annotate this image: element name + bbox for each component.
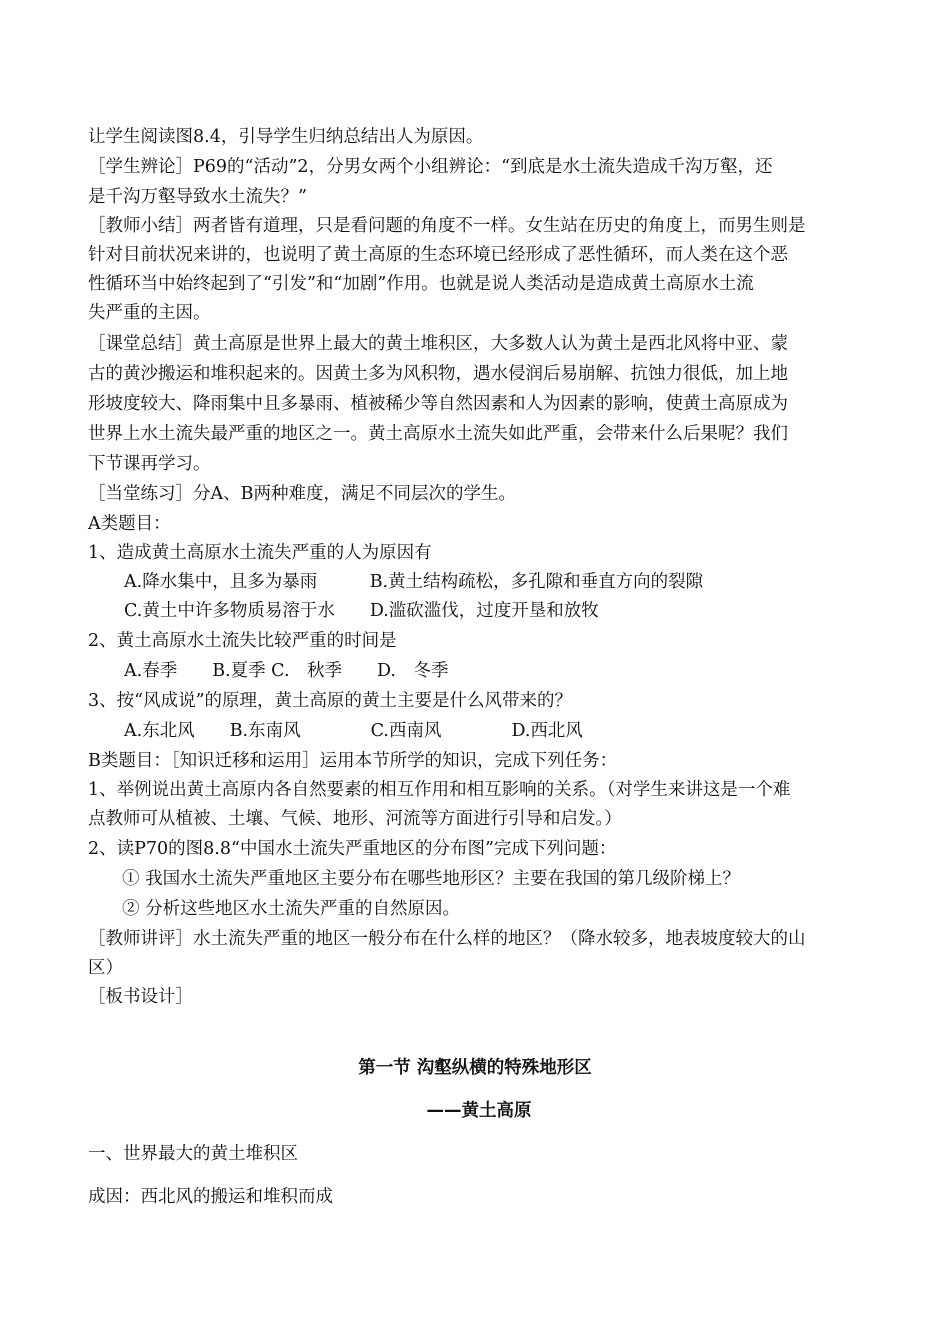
board-title: 第一节 沟壑纵横的特殊地形区 <box>358 1058 592 1078</box>
sub-question-line: ① 我国水土流失严重地区主要分布在哪些地形区？主要在我国的第几级阶梯上？ <box>122 869 741 889</box>
text-line: 世界上水土流失最严重的地区之一。黄土高原水土流失如此严重，会带来什么后果呢？我们 <box>88 424 788 444</box>
text-line: 区） <box>88 958 123 978</box>
question-line: 1、举例说出黄土高原内各自然要素的相互作用和相互影响的关系。（对学生来讲这是一个难 <box>88 780 791 800</box>
question-line: 1、造成黄土高原水土流失严重的人为原因有 <box>88 543 432 563</box>
question-line: 2、读P70的图8.8“中国水土流失严重地区的分布图”完成下列问题： <box>88 839 617 859</box>
text-line: B类题目：［知识迁移和运用］运用本节所学的知识，完成下列任务： <box>88 751 618 771</box>
text-line: 针对目前状况来讲的，也说明了黄土高原的生态环境已经形成了恶性循环，而人类在这个恶 <box>88 245 788 265</box>
question-line: 2、黄土高原水土流失比较严重的时间是 <box>88 631 397 651</box>
text-line: 古的黄沙搬运和堆积起来的。因黄土多为风积物，遇水侵润后易崩解、抗蚀力很低，加上地 <box>88 364 788 384</box>
text-line: 性循环当中始终起到了“引发”和“加剧”作用。也就是说人类活动是造成黄土高原水土流 <box>88 274 754 294</box>
text-line: 失严重的主因。 <box>88 303 211 323</box>
text-line: 形坡度较大、降雨集中且多暴雨、植被稀少等自然因素和人为因素的影响，使黄土高原成为 <box>88 394 788 414</box>
option-line: A.东北风 B.东南风 C.西南风 D.西北风 <box>124 721 583 741</box>
text-line: 点教师可从植被、土壤、气候、地形、河流等方面进行引导和启发。） <box>88 809 622 829</box>
option-line: C.黄土中许多物质易溶于水 D.滥砍滥伐，过度开垦和放牧 <box>124 601 599 621</box>
text-line: 是千沟万壑导致水土流失？” <box>88 187 307 207</box>
text-line: ［教师讲评］水土流失严重的地区一般分布在什么样的地区？（降水较多，地表坡度较大的山 <box>88 929 806 949</box>
text-line: ［课堂总结］黄土高原是世界上最大的黄土堆积区，大多数人认为黄土是西北风将中亚、蒙 <box>88 334 788 354</box>
board-point: 成因：西北风的搬运和堆积而成 <box>88 1187 333 1207</box>
option-line: A.降水集中，且多为暴雨 B.黄土结构疏松，多孔隙和垂直方向的裂隙 <box>124 572 704 592</box>
text-line: ［学生辨论］P69的“活动”2，分男女两个小组辨论：“到底是水土流失造成千沟万壑，还 <box>88 157 773 177</box>
text-line: ［板书设计］ <box>88 987 193 1007</box>
text-line: ［教师小结］两者皆有道理，只是看问题的角度不一样。女生站在历史的角度上，而男生则是 <box>88 216 806 236</box>
board-subtitle: ——黄土高原 <box>426 1101 532 1121</box>
board-point: 一、世界最大的黄土堆积区 <box>88 1144 298 1164</box>
text-line: ［当堂练习］分A、B两种难度，满足不同层次的学生。 <box>88 484 516 504</box>
question-line: 3、按“风成说”的原理，黄土高原的黄土主要是什么风带来的？ <box>88 691 573 711</box>
option-line: A.春季 B.夏季 C. 秋季 D. 冬季 <box>124 661 449 681</box>
text-line: A类题目： <box>88 514 171 534</box>
sub-question-line: ② 分析这些地区水土流失严重的自然原因。 <box>122 899 461 919</box>
text-line: 让学生阅读图8.4，引导学生归纳总结出人为原因。 <box>88 127 484 147</box>
text-line: 下节课再学习。 <box>88 454 211 474</box>
